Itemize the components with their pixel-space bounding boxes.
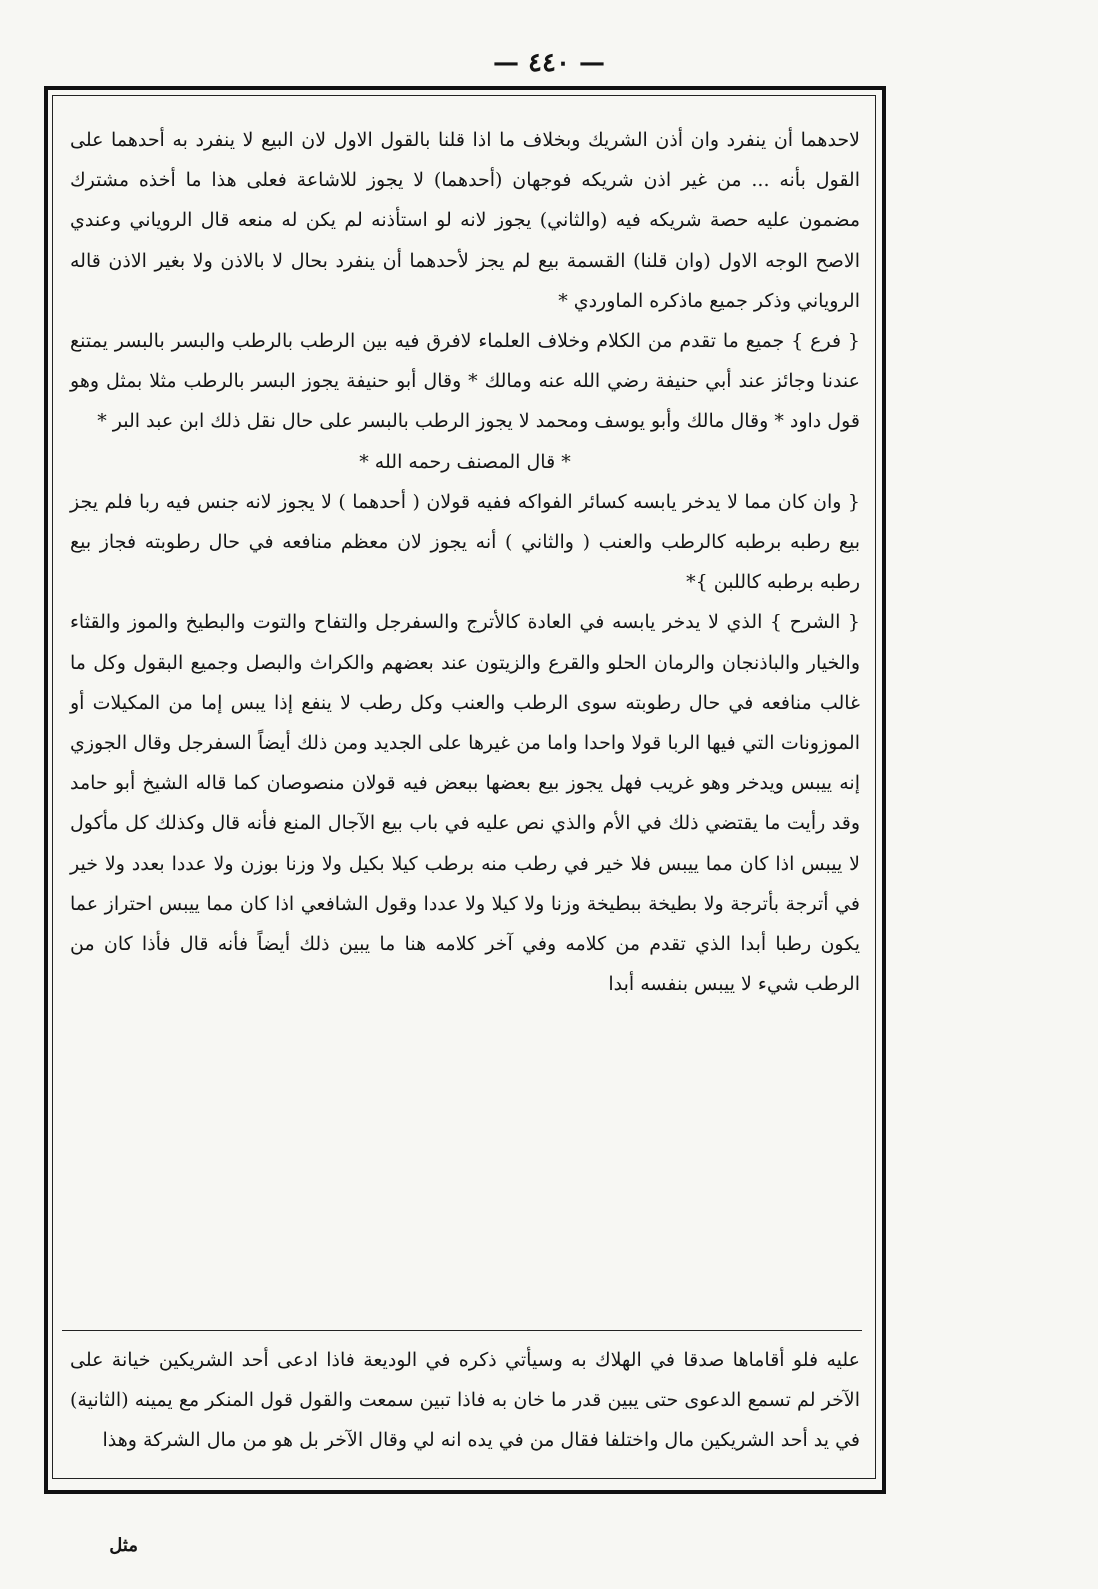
paragraph-partnership: لاحدهما أن ينفرد وان أذن الشريك وبخلاف ما اذا قلنا بالقول الاول لان البيع لا ينفرد به أحدهما على القول بأنه ... من غير اذن شريكه فوجهان (أحدهما) لا يجوز للاشاعة فعلى هذا ما أخذه مشترك مضمون عليه حصة شريكه فيه (والثاني) يجوز لانه لو استأذنه لم يكن له منعه قال الروياني وعندي الاصح الوجه الاول (وان قلنا) القسمة بيع لم يجز لأحدهما أن ينفرد بحال لا بالاذن ولا بغير الاذن قاله الروياني وذكر جميع ماذكره الماوردي * (70, 129, 860, 312)
paragraph-commentary: { الشرح } الذي لا يدخر يابسه في العادة كالأترج والسفرجل والتفاح والتوت والبطيخ والموز والقثاء والخيار والباذنجان والرمان الحلو والقرع والزيتون عند بعضهم والكراث والبصل وجميع البقول وكل ما غالب منافعه في حال رطوبته سوى الرطب والعنب وكل رطب لا ينفع إذا يبس إما من المكيلات أو الموزونات التي فيها الربا قولا واحدا واما من غيرها على الجديد ومن ذلك أيضاً السفرجل وقال الجوزي إنه ييبس ويدخر وهو غريب فهل يجوز بيع بعضها ببعض فيه قولان منصوصان كما قاله الشيخ أبو حامد وقد رأيت ما يقتضي ذلك في الأم والذي نص عليه في باب بيع الآجال المنع فأنه قال وكذلك كل مأكول لا ييبس اذا كان مما ييبس فلا خير في رطب منه برطب كيلا بكيل ولا وزنا بوزن ولا عددا بعدد ولا خير في أترجة بأترجة ولا بطيخة ببطيخة وزنا ولا كيلا ولا عددا وقول الشافعي اذا كان مما ييبس احتراز عما يكون رطبا أبدا الذي تقدم من كلامه وفي آخر كلامه هنا ما يبين ذلك أيضاً فأنه قال فأذا كان من الرطب شيء لا ييبس بنفسه أبدا (70, 611, 860, 996)
footnote-paragraph: عليه فلو أقاماها صدقا في الهلاك به وسيأتي ذكره في الوديعة فاذا ادعى أحد الشريكين خيانة على الآخر لم تسمع الدعوى حتى يبين قدر ما خان به فاذا تبين سمعت والقول قول المنكر مع يمينه (الثانية) في يد أحد الشريكين مال واختلفا فقال من في يده انه لي وقال الآخر بل هو من مال الشركة وهذا (70, 1349, 860, 1452)
footnote-block (70, 1340, 860, 1461)
paragraph-branch: { فرع } جميع ما تقدم من الكلام وخلاف العلماء لافرق فيه بين الرطب بالرطب والبسر بالبسر يمتنع عندنا وجائز عند أبي حنيفة رضي الله عنه ومالك * وقال أبو حنيفة يجوز البسر بالرطب مثلا بمثل وهو قول داود * وقال مالك وأبو يوسف ومحمد لا يجوز الرطب بالبسر على حال نقل ذلك ابن عبد البر * (70, 330, 860, 433)
page-number: — ٤٤٠ — (492, 48, 606, 78)
footnote-divider (62, 1330, 862, 1331)
catchword: مثل (109, 1535, 138, 1556)
main-text-block (70, 120, 860, 1004)
paragraph-matn: { وان كان مما لا يدخر يابسه كسائر الفواكه ففيه قولان ( أحدهما ) لا يجوز لانه جنس فيه ربا فلم يجز بيع رطبه برطبه كالرطب والعنب ( والثاني ) أنه يجوز لان معظم منافعه في حال رطوبته فجاز بيع رطبه برطبه كاللبن }* (70, 490, 860, 594)
paragraph-author-heading: * قال المصنف رحمه الله * (359, 450, 571, 473)
